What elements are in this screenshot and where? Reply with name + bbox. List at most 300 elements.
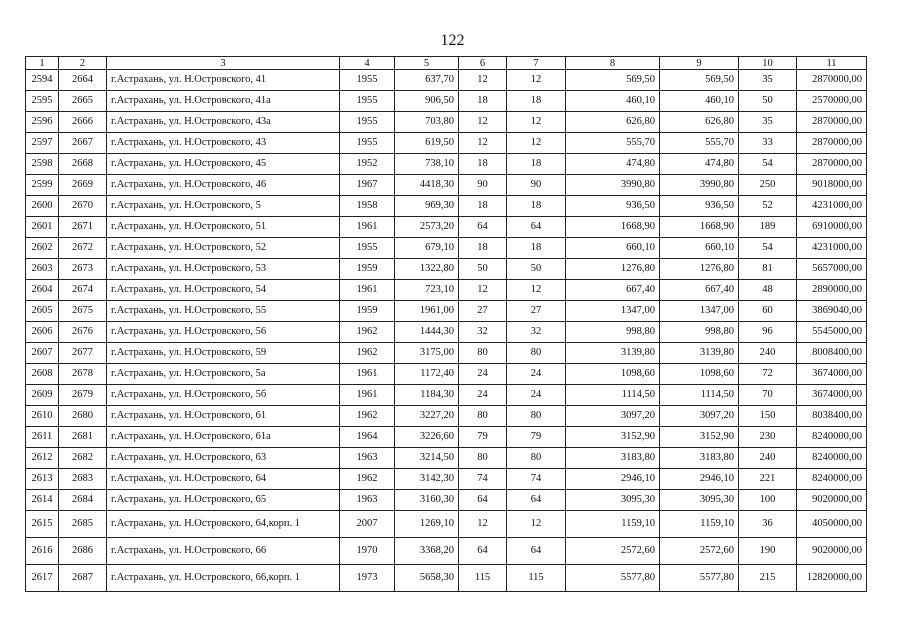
column-header-7: 7: [507, 57, 566, 70]
table-row: [26, 448, 867, 469]
cell-col-2: 2676: [59, 322, 107, 343]
cell-col-1: 2612: [26, 448, 59, 469]
table-row: [26, 511, 867, 538]
column-header-3: 3: [107, 57, 340, 70]
cell-col-11: 3674000,00: [797, 364, 867, 385]
cell-col-9: 2946,10: [660, 469, 739, 490]
cell-col-7: 90: [507, 175, 566, 196]
cell-col-11: 6910000,00: [797, 217, 867, 238]
cell-col-4: 1962: [340, 322, 395, 343]
cell-col-10: 48: [739, 280, 797, 301]
cell-col-6: 12: [459, 112, 507, 133]
table-row: [26, 538, 867, 565]
table-row: [26, 238, 867, 259]
cell-col-8: 667,40: [566, 280, 660, 301]
cell-col-2: 2679: [59, 385, 107, 406]
cell-col-4: 1963: [340, 490, 395, 511]
cell-col-7: 18: [507, 91, 566, 112]
cell-col-9: 2572,60: [660, 538, 739, 565]
cell-col-5: 1269,10: [395, 511, 459, 538]
cell-col-3: г.Астрахань, ул. Н.Островского, 43: [107, 133, 340, 154]
cell-col-3: г.Астрахань, ул. Н.Островского, 65: [107, 490, 340, 511]
cell-col-3: г.Астрахань, ул. Н.Островского, 51: [107, 217, 340, 238]
cell-col-8: 1114,50: [566, 385, 660, 406]
cell-col-9: 1347,00: [660, 301, 739, 322]
cell-col-2: 2675: [59, 301, 107, 322]
cell-col-3: г.Астрахань, ул. Н.Островского, 5б: [107, 385, 340, 406]
cell-col-4: 1962: [340, 469, 395, 490]
cell-col-9: 460,10: [660, 91, 739, 112]
cell-col-6: 80: [459, 448, 507, 469]
table-row: [26, 217, 867, 238]
cell-col-7: 80: [507, 406, 566, 427]
cell-col-3: г.Астрахань, ул. Н.Островского, 55: [107, 301, 340, 322]
cell-col-2: 2685: [59, 511, 107, 538]
cell-col-5: 3226,60: [395, 427, 459, 448]
cell-col-9: 626,80: [660, 112, 739, 133]
cell-col-7: 50: [507, 259, 566, 280]
cell-col-9: 3183,80: [660, 448, 739, 469]
cell-col-6: 18: [459, 196, 507, 217]
cell-col-2: 2669: [59, 175, 107, 196]
cell-col-10: 250: [739, 175, 797, 196]
cell-col-5: 1961,00: [395, 301, 459, 322]
cell-col-10: 190: [739, 538, 797, 565]
cell-col-10: 100: [739, 490, 797, 511]
cell-col-2: 2678: [59, 364, 107, 385]
cell-col-7: 64: [507, 538, 566, 565]
cell-col-2: 2683: [59, 469, 107, 490]
cell-col-10: 221: [739, 469, 797, 490]
cell-col-2: 2681: [59, 427, 107, 448]
cell-col-11: 2870000,00: [797, 70, 867, 91]
cell-col-4: 1959: [340, 301, 395, 322]
cell-col-10: 60: [739, 301, 797, 322]
cell-col-11: 2870000,00: [797, 154, 867, 175]
column-header-10: 10: [739, 57, 797, 70]
cell-col-1: 2597: [26, 133, 59, 154]
cell-col-5: 2573,20: [395, 217, 459, 238]
cell-col-8: 3097,20: [566, 406, 660, 427]
table-row: [26, 259, 867, 280]
table-row: [26, 70, 867, 91]
cell-col-6: 74: [459, 469, 507, 490]
cell-col-6: 64: [459, 490, 507, 511]
cell-col-8: 474,80: [566, 154, 660, 175]
cell-col-10: 33: [739, 133, 797, 154]
cell-col-5: 3368,20: [395, 538, 459, 565]
table-row: [26, 469, 867, 490]
cell-col-1: 2602: [26, 238, 59, 259]
cell-col-8: 569,50: [566, 70, 660, 91]
cell-col-5: 619,50: [395, 133, 459, 154]
cell-col-1: 2604: [26, 280, 59, 301]
table-row: [26, 322, 867, 343]
cell-col-2: 2682: [59, 448, 107, 469]
cell-col-10: 215: [739, 565, 797, 592]
cell-col-9: 1098,60: [660, 364, 739, 385]
cell-col-1: 2601: [26, 217, 59, 238]
cell-col-11: 4050000,00: [797, 511, 867, 538]
cell-col-7: 115: [507, 565, 566, 592]
cell-col-1: 2595: [26, 91, 59, 112]
cell-col-10: 96: [739, 322, 797, 343]
cell-col-6: 115: [459, 565, 507, 592]
cell-col-6: 24: [459, 364, 507, 385]
cell-col-5: 969,30: [395, 196, 459, 217]
cell-col-1: 2596: [26, 112, 59, 133]
cell-col-11: 3869040,00: [797, 301, 867, 322]
cell-col-6: 32: [459, 322, 507, 343]
column-header-1: 1: [26, 57, 59, 70]
cell-col-6: 12: [459, 70, 507, 91]
cell-col-11: 9018000,00: [797, 175, 867, 196]
cell-col-1: 2603: [26, 259, 59, 280]
table-row: [26, 343, 867, 364]
cell-col-4: 1961: [340, 364, 395, 385]
cell-col-7: 79: [507, 427, 566, 448]
page-number: 122: [440, 32, 465, 49]
table-row: [26, 301, 867, 322]
cell-col-7: 80: [507, 448, 566, 469]
cell-col-7: 18: [507, 154, 566, 175]
table-body: [26, 70, 867, 592]
cell-col-1: 2610: [26, 406, 59, 427]
cell-col-5: 3160,30: [395, 490, 459, 511]
cell-col-8: 1276,80: [566, 259, 660, 280]
cell-col-10: 36: [739, 511, 797, 538]
cell-col-3: г.Астрахань, ул. Н.Островского, 5: [107, 196, 340, 217]
cell-col-11: 5657000,00: [797, 259, 867, 280]
cell-col-3: г.Астрахань, ул. Н.Островского, 64,корп. 1: [107, 511, 340, 538]
cell-col-11: 8240000,00: [797, 469, 867, 490]
cell-col-10: 150: [739, 406, 797, 427]
cell-col-2: 2667: [59, 133, 107, 154]
cell-col-8: 3183,80: [566, 448, 660, 469]
cell-col-10: 189: [739, 217, 797, 238]
cell-col-11: 2570000,00: [797, 91, 867, 112]
cell-col-5: 3214,50: [395, 448, 459, 469]
cell-col-4: 1961: [340, 217, 395, 238]
cell-col-11: 2890000,00: [797, 280, 867, 301]
cell-col-5: 4418,30: [395, 175, 459, 196]
cell-col-11: 4231000,00: [797, 238, 867, 259]
cell-col-6: 27: [459, 301, 507, 322]
cell-col-7: 12: [507, 133, 566, 154]
cell-col-8: 660,10: [566, 238, 660, 259]
table-row: [26, 385, 867, 406]
cell-col-8: 3095,30: [566, 490, 660, 511]
cell-col-10: 240: [739, 448, 797, 469]
cell-col-4: 1970: [340, 538, 395, 565]
cell-col-1: 2609: [26, 385, 59, 406]
cell-col-8: 460,10: [566, 91, 660, 112]
cell-col-3: г.Астрахань, ул. Н.Островского, 63: [107, 448, 340, 469]
cell-col-7: 64: [507, 217, 566, 238]
cell-col-9: 998,80: [660, 322, 739, 343]
table-row: [26, 154, 867, 175]
cell-col-2: 2666: [59, 112, 107, 133]
cell-col-1: 2616: [26, 538, 59, 565]
cell-col-1: 2613: [26, 469, 59, 490]
cell-col-6: 12: [459, 133, 507, 154]
cell-col-10: 54: [739, 238, 797, 259]
cell-col-5: 1444,30: [395, 322, 459, 343]
cell-col-6: 18: [459, 91, 507, 112]
cell-col-5: 3227,20: [395, 406, 459, 427]
cell-col-4: 1961: [340, 280, 395, 301]
cell-col-10: 240: [739, 343, 797, 364]
cell-col-1: 2605: [26, 301, 59, 322]
cell-col-6: 80: [459, 343, 507, 364]
cell-col-7: 24: [507, 385, 566, 406]
cell-col-9: 555,70: [660, 133, 739, 154]
cell-col-2: 2670: [59, 196, 107, 217]
cell-col-4: 1961: [340, 385, 395, 406]
cell-col-11: 4231000,00: [797, 196, 867, 217]
table-row: [26, 175, 867, 196]
cell-col-4: 1959: [340, 259, 395, 280]
cell-col-2: 2680: [59, 406, 107, 427]
cell-col-6: 12: [459, 280, 507, 301]
table-row: [26, 91, 867, 112]
cell-col-8: 3152,90: [566, 427, 660, 448]
cell-col-8: 1347,00: [566, 301, 660, 322]
cell-col-2: 2686: [59, 538, 107, 565]
cell-col-7: 64: [507, 490, 566, 511]
cell-col-6: 12: [459, 511, 507, 538]
cell-col-5: 1322,80: [395, 259, 459, 280]
column-header-8: 8: [566, 57, 660, 70]
column-header-9: 9: [660, 57, 739, 70]
cell-col-8: 3990,80: [566, 175, 660, 196]
property-register-table: [25, 56, 867, 592]
cell-col-9: 1159,10: [660, 511, 739, 538]
cell-col-9: 3152,90: [660, 427, 739, 448]
cell-col-6: 24: [459, 385, 507, 406]
cell-col-9: 660,10: [660, 238, 739, 259]
cell-col-6: 18: [459, 238, 507, 259]
cell-col-10: 52: [739, 196, 797, 217]
cell-col-2: 2687: [59, 565, 107, 592]
cell-col-3: г.Астрахань, ул. Н.Островского, 52: [107, 238, 340, 259]
cell-col-9: 474,80: [660, 154, 739, 175]
column-header-6: 6: [459, 57, 507, 70]
cell-col-9: 569,50: [660, 70, 739, 91]
cell-col-10: 35: [739, 112, 797, 133]
cell-col-5: 723,10: [395, 280, 459, 301]
cell-col-2: 2673: [59, 259, 107, 280]
cell-col-7: 18: [507, 238, 566, 259]
cell-col-10: 35: [739, 70, 797, 91]
cell-col-8: 1098,60: [566, 364, 660, 385]
cell-col-2: 2665: [59, 91, 107, 112]
cell-col-8: 1668,90: [566, 217, 660, 238]
cell-col-1: 2606: [26, 322, 59, 343]
cell-col-5: 5658,30: [395, 565, 459, 592]
table-row: [26, 112, 867, 133]
cell-col-2: 2668: [59, 154, 107, 175]
cell-col-5: 637,70: [395, 70, 459, 91]
cell-col-4: 1967: [340, 175, 395, 196]
cell-col-5: 3142,30: [395, 469, 459, 490]
cell-col-8: 998,80: [566, 322, 660, 343]
cell-col-4: 1963: [340, 448, 395, 469]
cell-col-10: 54: [739, 154, 797, 175]
cell-col-10: 50: [739, 91, 797, 112]
cell-col-1: 2598: [26, 154, 59, 175]
cell-col-5: 1184,30: [395, 385, 459, 406]
cell-col-11: 12820000,00: [797, 565, 867, 592]
cell-col-7: 74: [507, 469, 566, 490]
cell-col-9: 667,40: [660, 280, 739, 301]
cell-col-1: 2599: [26, 175, 59, 196]
cell-col-11: 2870000,00: [797, 133, 867, 154]
cell-col-9: 1668,90: [660, 217, 739, 238]
cell-col-10: 72: [739, 364, 797, 385]
cell-col-4: 1964: [340, 427, 395, 448]
cell-col-8: 3139,80: [566, 343, 660, 364]
cell-col-11: 9020000,00: [797, 490, 867, 511]
cell-col-7: 12: [507, 112, 566, 133]
cell-col-9: 1114,50: [660, 385, 739, 406]
cell-col-8: 555,70: [566, 133, 660, 154]
table-row: [26, 133, 867, 154]
cell-col-6: 64: [459, 217, 507, 238]
cell-col-10: 230: [739, 427, 797, 448]
cell-col-9: 1276,80: [660, 259, 739, 280]
cell-col-5: 1172,40: [395, 364, 459, 385]
cell-col-6: 79: [459, 427, 507, 448]
cell-col-10: 81: [739, 259, 797, 280]
cell-col-7: 12: [507, 511, 566, 538]
cell-col-7: 27: [507, 301, 566, 322]
cell-col-2: 2671: [59, 217, 107, 238]
cell-col-3: г.Астрахань, ул. Н.Островского, 66: [107, 538, 340, 565]
cell-col-4: 1955: [340, 112, 395, 133]
cell-col-9: 3139,80: [660, 343, 739, 364]
cell-col-3: г.Астрахань, ул. Н.Островского, 56: [107, 322, 340, 343]
cell-col-3: г.Астрахань, ул. Н.Островского, 5а: [107, 364, 340, 385]
cell-col-3: г.Астрахань, ул. Н.Островского, 41а: [107, 91, 340, 112]
cell-col-9: 5577,80: [660, 565, 739, 592]
column-header-11: 11: [797, 57, 867, 70]
cell-col-8: 626,80: [566, 112, 660, 133]
cell-col-4: 1962: [340, 406, 395, 427]
cell-col-3: г.Астрахань, ул. Н.Островского, 43а: [107, 112, 340, 133]
cell-col-7: 18: [507, 196, 566, 217]
cell-col-1: 2600: [26, 196, 59, 217]
table-row: [26, 427, 867, 448]
cell-col-5: 703,80: [395, 112, 459, 133]
cell-col-2: 2677: [59, 343, 107, 364]
cell-col-1: 2607: [26, 343, 59, 364]
table-row: [26, 280, 867, 301]
cell-col-6: 64: [459, 538, 507, 565]
cell-col-5: 3175,00: [395, 343, 459, 364]
cell-col-7: 12: [507, 70, 566, 91]
cell-col-11: 5545000,00: [797, 322, 867, 343]
cell-col-6: 50: [459, 259, 507, 280]
cell-col-3: г.Астрахань, ул. Н.Островского, 64: [107, 469, 340, 490]
cell-col-3: г.Астрахань, ул. Н.Островского, 41: [107, 70, 340, 91]
cell-col-11: 3674000,00: [797, 385, 867, 406]
cell-col-1: 2615: [26, 511, 59, 538]
cell-col-11: 8008400,00: [797, 343, 867, 364]
cell-col-3: г.Астрахань, ул. Н.Островского, 46: [107, 175, 340, 196]
column-header-2: 2: [59, 57, 107, 70]
cell-col-2: 2684: [59, 490, 107, 511]
cell-col-1: 2614: [26, 490, 59, 511]
table-row: [26, 565, 867, 592]
cell-col-4: 1962: [340, 343, 395, 364]
cell-col-5: 679,10: [395, 238, 459, 259]
cell-col-6: 18: [459, 154, 507, 175]
cell-col-9: 3095,30: [660, 490, 739, 511]
cell-col-9: 3990,80: [660, 175, 739, 196]
cell-col-4: 1955: [340, 133, 395, 154]
cell-col-3: г.Астрахань, ул. Н.Островского, 45: [107, 154, 340, 175]
cell-col-5: 906,50: [395, 91, 459, 112]
cell-col-3: г.Астрахань, ул. Н.Островского, 61: [107, 406, 340, 427]
column-header-4: 4: [340, 57, 395, 70]
cell-col-7: 80: [507, 343, 566, 364]
cell-col-1: 2611: [26, 427, 59, 448]
cell-col-1: 2617: [26, 565, 59, 592]
cell-col-2: 2664: [59, 70, 107, 91]
table-row: [26, 364, 867, 385]
cell-col-8: 2572,60: [566, 538, 660, 565]
header-row: [26, 57, 867, 70]
cell-col-11: 8240000,00: [797, 448, 867, 469]
cell-col-4: 1955: [340, 70, 395, 91]
cell-col-11: 8240000,00: [797, 427, 867, 448]
table-row: [26, 196, 867, 217]
cell-col-7: 32: [507, 322, 566, 343]
cell-col-11: 8038400,00: [797, 406, 867, 427]
cell-col-7: 12: [507, 280, 566, 301]
cell-col-2: 2674: [59, 280, 107, 301]
cell-col-11: 9020000,00: [797, 538, 867, 565]
cell-col-3: г.Астрахань, ул. Н.Островского, 59: [107, 343, 340, 364]
cell-col-5: 738,10: [395, 154, 459, 175]
cell-col-4: 1955: [340, 238, 395, 259]
cell-col-4: 2007: [340, 511, 395, 538]
cell-col-4: 1958: [340, 196, 395, 217]
cell-col-4: 1955: [340, 91, 395, 112]
cell-col-1: 2594: [26, 70, 59, 91]
table-row: [26, 406, 867, 427]
cell-col-8: 936,50: [566, 196, 660, 217]
cell-col-1: 2608: [26, 364, 59, 385]
cell-col-9: 936,50: [660, 196, 739, 217]
cell-col-8: 5577,80: [566, 565, 660, 592]
cell-col-11: 2870000,00: [797, 112, 867, 133]
cell-col-7: 24: [507, 364, 566, 385]
cell-col-4: 1973: [340, 565, 395, 592]
cell-col-9: 3097,20: [660, 406, 739, 427]
cell-col-3: г.Астрахань, ул. Н.Островского, 53: [107, 259, 340, 280]
cell-col-8: 1159,10: [566, 511, 660, 538]
cell-col-3: г.Астрахань, ул. Н.Островского, 66,корп. 1: [107, 565, 340, 592]
cell-col-10: 70: [739, 385, 797, 406]
cell-col-3: г.Астрахань, ул. Н.Островского, 54: [107, 280, 340, 301]
cell-col-3: г.Астрахань, ул. Н.Островского, 61а: [107, 427, 340, 448]
cell-col-4: 1952: [340, 154, 395, 175]
table-row: [26, 490, 867, 511]
column-header-5: 5: [395, 57, 459, 70]
cell-col-8: 2946,10: [566, 469, 660, 490]
